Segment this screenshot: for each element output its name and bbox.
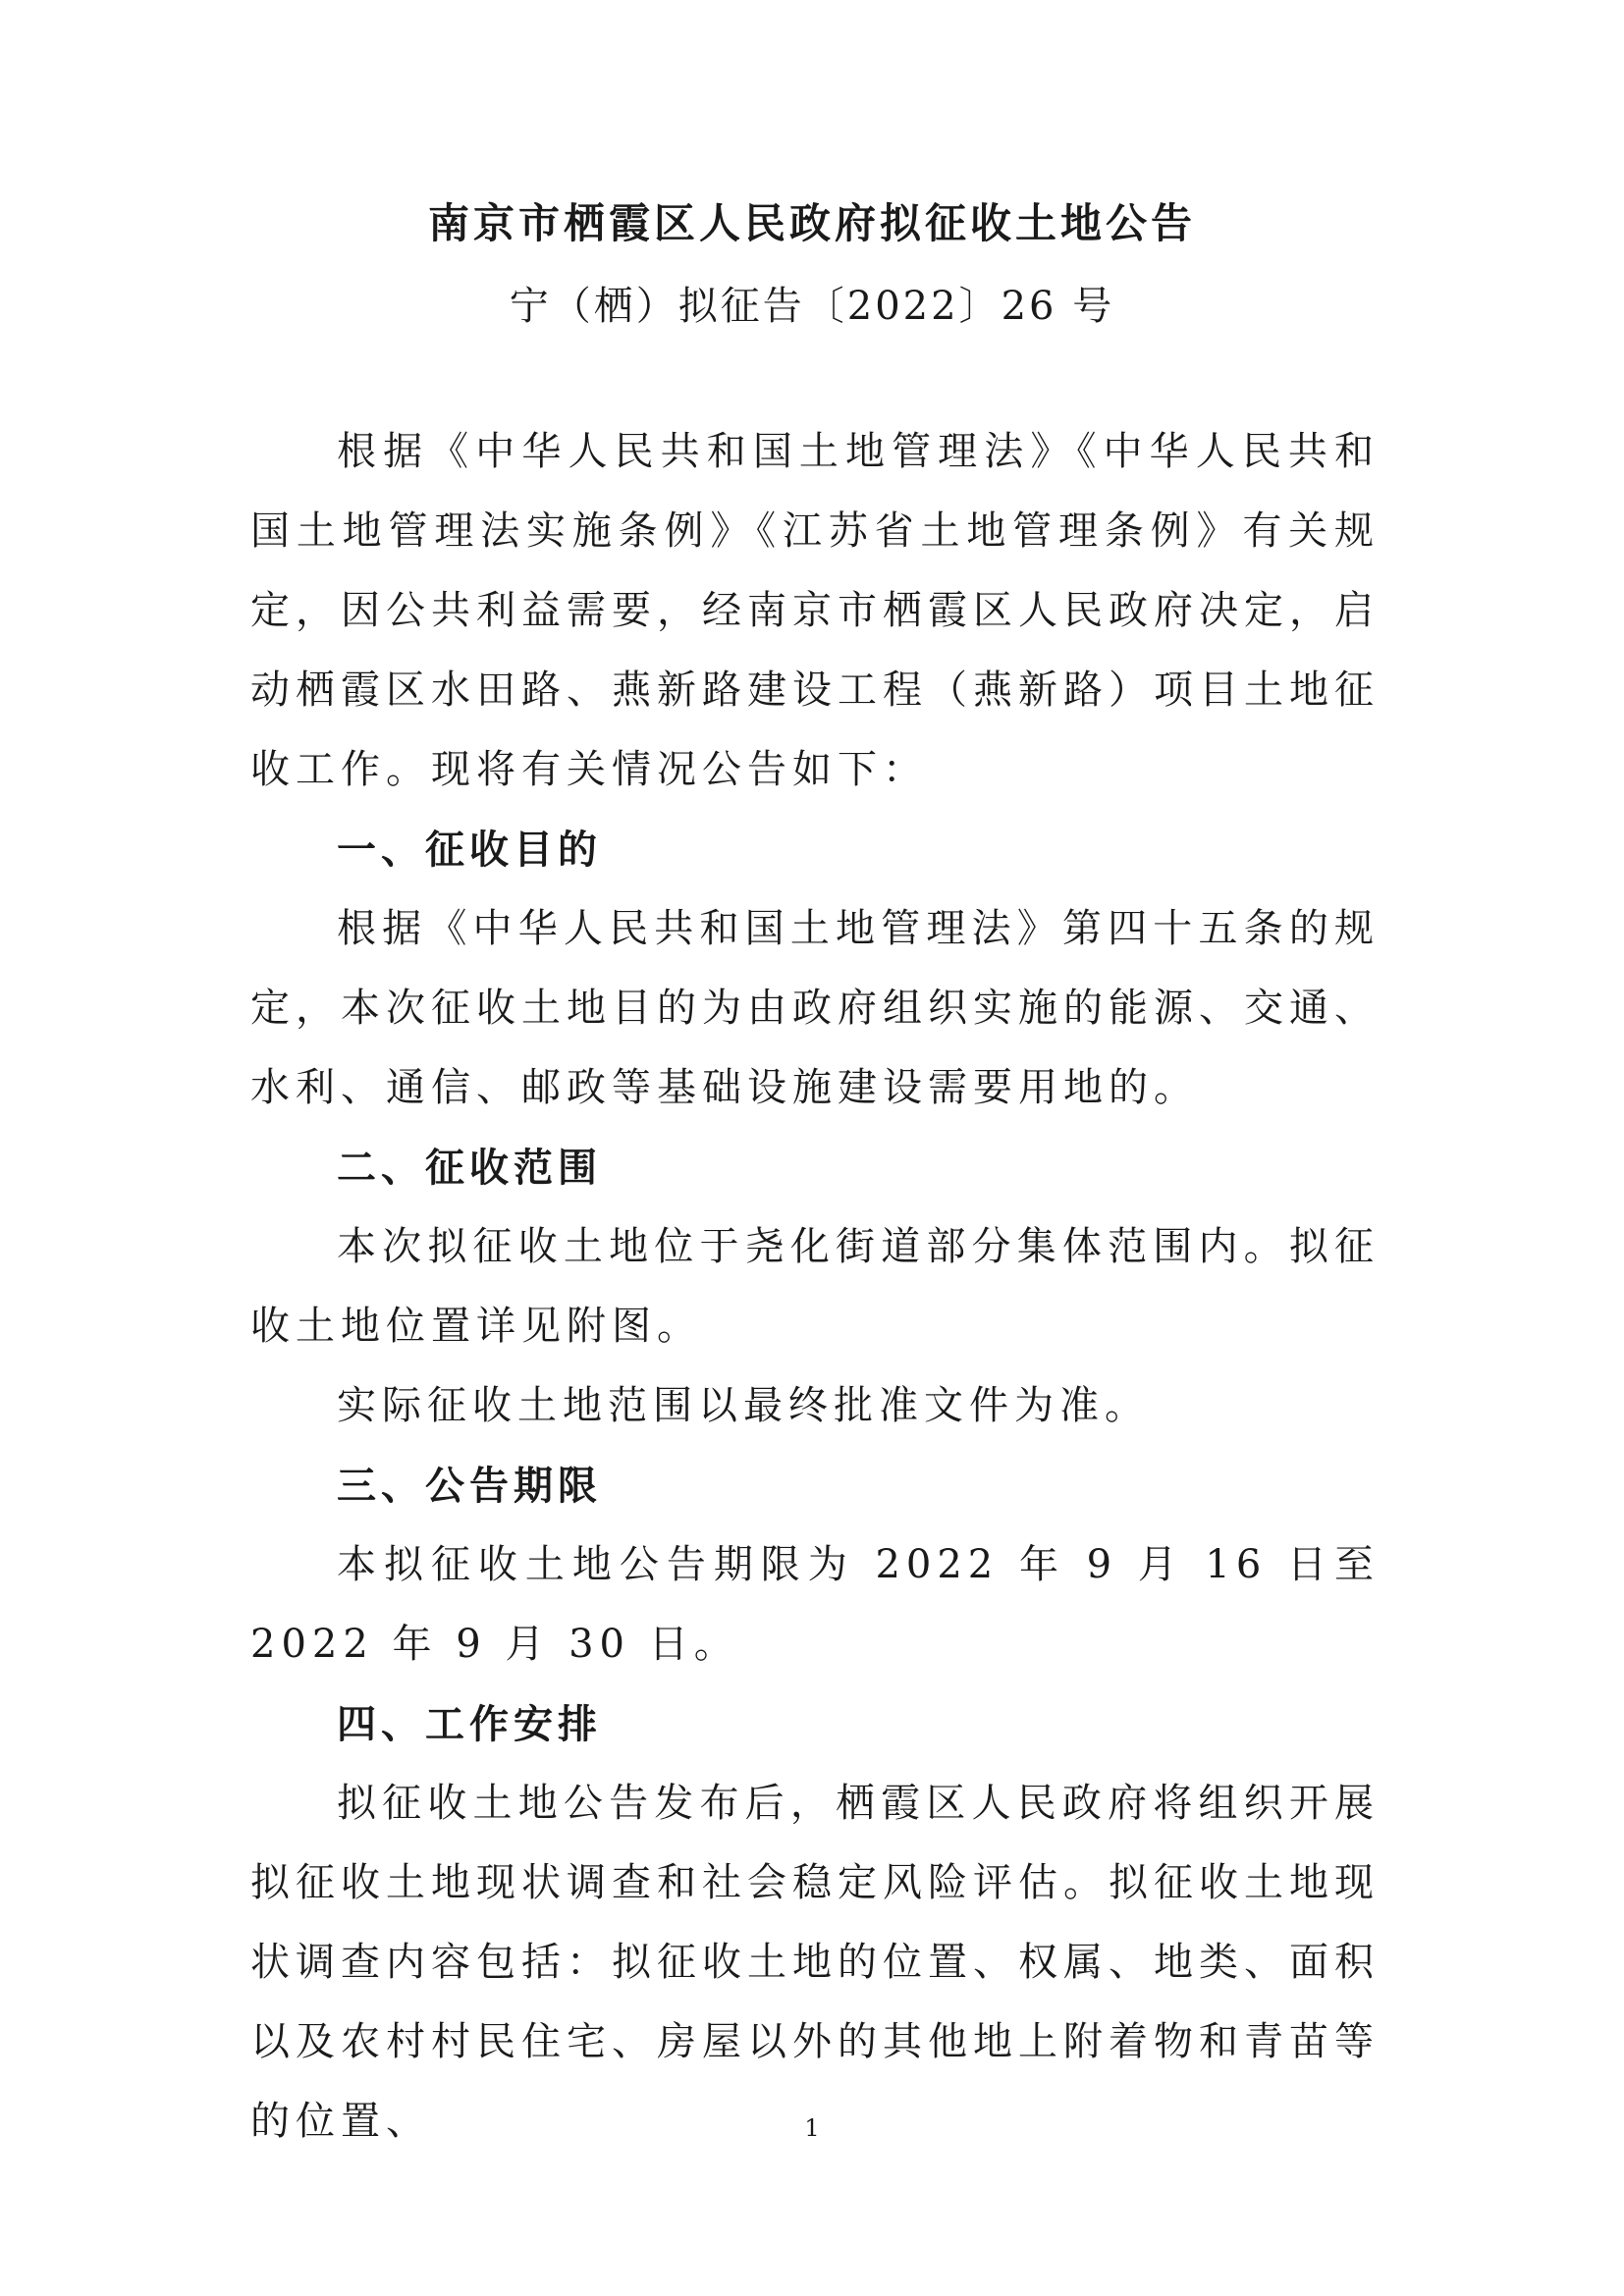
section-paragraph: 本拟征收土地公告期限为 2022 年 9 月 16 日至 2022 年 9 月 30 日。 bbox=[250, 1542, 1380, 1667]
section-heading: 四、工作安排 bbox=[337, 1701, 602, 1747]
section-arrangements bbox=[250, 1684, 1380, 2162]
section-period bbox=[250, 1446, 1380, 1684]
section-scope bbox=[250, 1128, 1380, 1446]
document-title: 南京市栖霞区人民政府拟征收土地公告 bbox=[427, 199, 1196, 247]
section-heading: 一、征收目的 bbox=[337, 827, 602, 873]
document-number: 宁（栖）拟征告〔2022〕26 号 bbox=[509, 284, 1115, 329]
document-body bbox=[250, 412, 1380, 2162]
section-heading: 二、征收范围 bbox=[337, 1145, 602, 1191]
section-purpose bbox=[250, 810, 1380, 1128]
section-paragraph: 拟征收土地公告发布后，栖霞区人民政府将组织开展拟征收土地现状调查和社会稳定风险评估。拟征收土地现状调查内容包括：拟征收土地的位置、权属、地类、面积以及农村村民住宅、房屋以外的其他地上附着物和青苗等的位置、 bbox=[250, 1781, 1380, 2144]
section-paragraph: 根据《中华人民共和国土地管理法》第四十五条的规定，本次征收土地目的为由政府组织实施的能源、交通、水利、通信、邮政等基础设施建设需要用地的。 bbox=[250, 906, 1380, 1110]
intro-paragraph: 根据《中华人民共和国土地管理法》《中华人民共和国土地管理法实施条例》《江苏省土地管理条例》有关规定，因公共利益需要，经南京市栖霞区人民政府决定，启动栖霞区水田路、燕新路建设工程（燕新路）项目土地征收工作。现将有关情况公告如下： bbox=[250, 429, 1380, 792]
section-heading: 三、公告期限 bbox=[337, 1463, 602, 1509]
section-paragraph: 本次拟征收土地位于尧化街道部分集体范围内。拟征收土地位置详见附图。 bbox=[250, 1224, 1380, 1349]
page-number: 1 bbox=[804, 2114, 820, 2142]
section-paragraph: 实际征收土地范围以最终批准文件为准。 bbox=[337, 1383, 1150, 1428]
